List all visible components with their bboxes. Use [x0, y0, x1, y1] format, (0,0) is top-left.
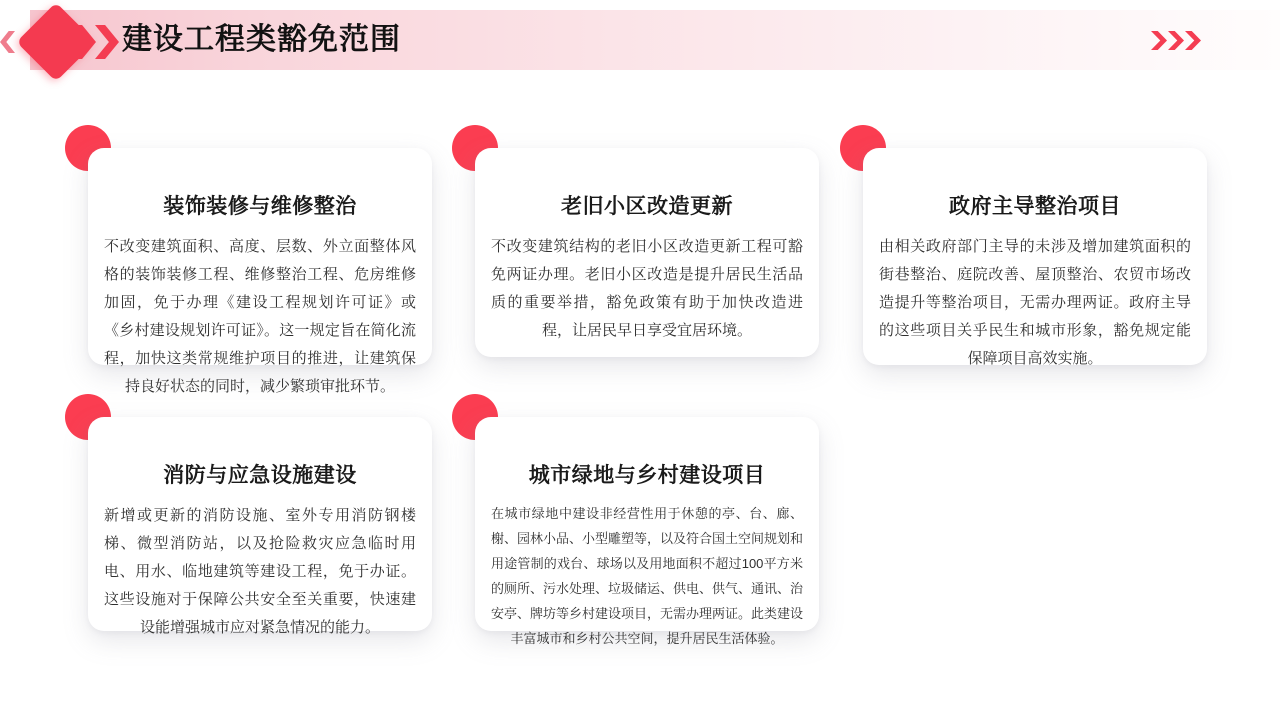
card-decoration-renovation: [88, 148, 432, 396]
card: [475, 417, 819, 646]
card-body: 新增或更新的消防设施、室外专用消防钢楼梯、微型消防站，以及抢险救灾应急临时用电、用水、临地建筑等建设工程，免于办证。这些设施对于保障公共安全至关重要，快速建设能增强城市应对紧急情况的能力。: [104, 507, 416, 637]
card-title: 消防与应急设施建设: [163, 464, 357, 487]
card-body: 不改变建筑面积、高度、层数、外立面整体风格的装饰装修工程、维修整治工程、危房维修加固，免于办理《建设工程规划许可证》或《乡村建设规划许可证》。这一规定旨在简化流程，加快这类常规维护项目的推进，让建筑保持良好状态的同时，减少繁琐审批环节。: [104, 238, 416, 396]
chevron-right-icon: [1185, 31, 1201, 50]
card-title: 政府主导整治项目: [949, 195, 1121, 218]
slide-header: [0, 0, 1280, 90]
card-fire-emergency-facilities: [88, 417, 432, 637]
chevron-right-icon: [1168, 31, 1184, 50]
card-title: 装饰装修与维修整治: [163, 195, 357, 218]
card-green-space-rural-projects: [475, 417, 819, 646]
card: [863, 148, 1207, 368]
triple-chevron-right-icon: [1151, 31, 1201, 50]
card-old-community-renewal: [475, 148, 819, 357]
chevron-left-icon: [0, 31, 15, 53]
page-title: 建设工程类豁免范围: [122, 23, 401, 56]
chevron-right-icon: [1151, 31, 1167, 50]
card-body: 在城市绿地中建设非经营性用于休憩的亭、台、廊、榭、园林小品、小型雕塑等，以及符合国土空间规划和用途管制的戏台、球场以及用地面积不超过100平方米的厕所、污水处理、垃圾储运、供电、供气、通讯、治安亭、牌坊等乡村建设项目，无需办理两证。此类建设丰富城市和乡村公共空间，提升居民生活体验。: [491, 506, 804, 646]
card: [475, 148, 819, 357]
card-body: 由相关政府部门主导的未涉及增加建筑面积的街巷整治、庭院改善、屋顶整治、农贸市场改造提升等整治项目，无需办理两证。政府主导的这些项目关乎民生和城市形象，豁免规定能保障项目高效实施。: [879, 238, 1191, 368]
card: [88, 148, 432, 396]
card-title: 老旧小区改造更新: [561, 195, 733, 218]
card-title: 城市绿地与乡村建设项目: [528, 464, 766, 487]
card: [88, 417, 432, 637]
card-government-led-projects: [863, 148, 1207, 368]
card-body: 不改变建筑结构的老旧小区改造更新工程可豁免两证办理。老旧小区改造是提升居民生活品质的重要举措，豁免政策有助于加快改造进程，让居民早日享受宜居环境。: [491, 238, 803, 340]
